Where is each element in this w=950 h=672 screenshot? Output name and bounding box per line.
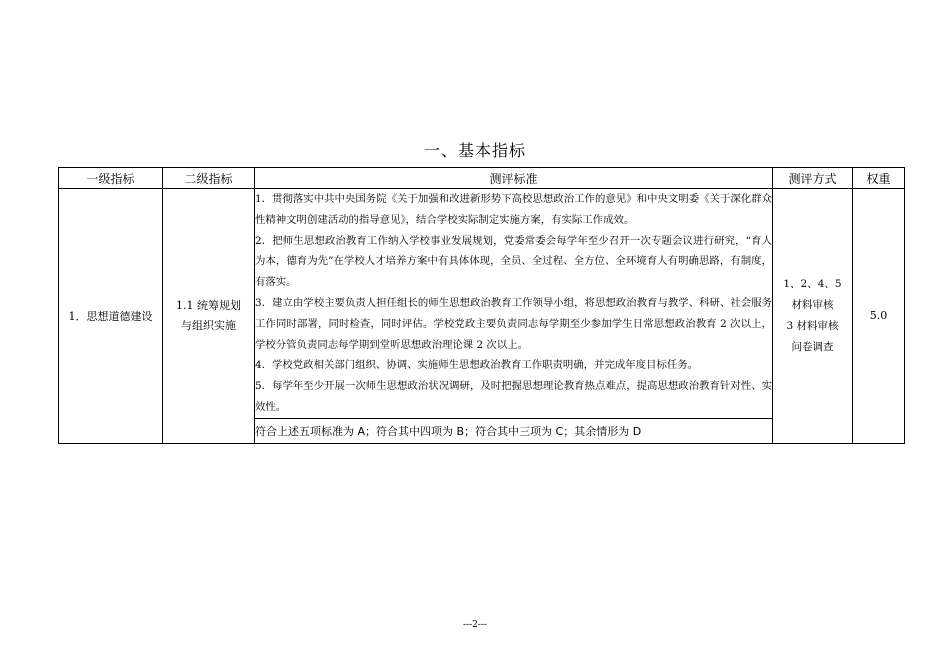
level2-indicator-line: 与组织实施 bbox=[181, 318, 236, 332]
indicator-table bbox=[58, 167, 905, 444]
header-criteria: 测评标准 bbox=[255, 168, 773, 189]
level2-indicator-line: 1.1 统筹规划 bbox=[176, 298, 241, 312]
evaluation-method bbox=[773, 189, 853, 444]
criteria-item: 1．贯彻落实中共中央国务院《关于加强和改进新形势下高校思想政治工作的意见》和中央文明委《关于深化群众性精神文明创建活动的指导意见》，结合学校实际制定实施方案，有实际工作成效。 bbox=[255, 193, 772, 226]
page-title: 一、基本指标 bbox=[423, 141, 526, 160]
level2-indicator bbox=[163, 189, 255, 444]
method-line: 问卷调查 bbox=[791, 340, 834, 353]
header-level2: 二级指标 bbox=[163, 168, 255, 189]
table-header-row bbox=[59, 168, 905, 189]
method-line: 1、2、4、5 bbox=[783, 277, 842, 290]
table-row bbox=[59, 189, 905, 419]
criteria-list bbox=[255, 189, 773, 419]
criteria-item: 5．每学年至少开展一次师生思想政治状况调研，及时把握思想理论教育热点难点，提高思想政治教育针对性、实效性。 bbox=[255, 380, 772, 413]
criteria-item: 2．把师生思想政治教育工作纳入学校事业发展规划，党委常委会每学年至少召开一次专题会议进行研究，“育人为本，德育为先”在学校人才培养方案中有具体体现，全员、全过程、全方位、全环境育人有明确思路，有制度，有落实。 bbox=[255, 234, 772, 289]
method-line: 材料审核 bbox=[791, 298, 834, 311]
header-weight: 权重 bbox=[853, 168, 905, 189]
level1-indicator: 1．思想道德建设 bbox=[59, 189, 163, 444]
weight-value: 5.0 bbox=[853, 189, 905, 444]
method-line: 3 材料审核 bbox=[786, 319, 839, 332]
criteria-item: 4．学校党政相关部门组织、协调、实施师生思想政治教育工作职责明确，并完成年度目标任务。 bbox=[255, 359, 699, 372]
criteria-item: 3．建立由学校主要负责人担任组长的师生思想政治教育工作领导小组，将思想政治教育与教学、科研、社会服务工作同时部署，同时检查，同时评估。学校党政主要负责同志每学期至少参加学生日常思想政治教育 2 次以上，学校分管负责同志每学期到堂听思想政治理论课 2 次以上。 bbox=[255, 296, 772, 351]
page-number: ---2--- bbox=[463, 620, 487, 630]
header-method: 测评方式 bbox=[773, 168, 853, 189]
grading-rule: 符合上述五项标准为 A；符合其中四项为 B；符合其中三项为 C；其余情形为 D bbox=[255, 418, 773, 443]
header-level1: 一级指标 bbox=[59, 168, 163, 189]
